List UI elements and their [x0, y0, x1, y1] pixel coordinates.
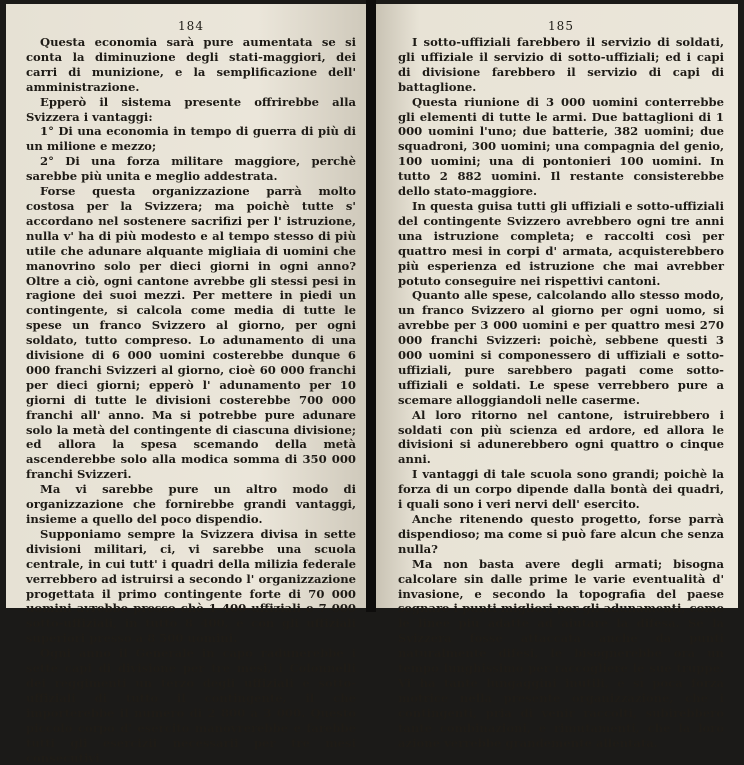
- paragraph: I vantaggi di tale scuola sono grandi; poichè la forza di un corpo dipende dalla bontà dei quadri, i quali sono i veri nervi dell' esercito.: [398, 467, 724, 512]
- right-page: [376, 4, 738, 750]
- page-number: 185: [548, 19, 574, 33]
- paragraph: Ogni anno il Generale in capo radunerebbe i sette capi di divisione per tre mesi, i Colonnelli dei reggimenti un terzo degli uffiziali e sotto-uffiziali di tutto il contingente, il che importerebbe il numero di 2 800 a 3 000. Questo piccolo corpo d' esercito manovrerebbe e farebbe tutti gli esercizii necessarii per tre mesi consecutivi.: [26, 646, 356, 765]
- paragraph: Quanto alle spese, calcolando allo stesso modo, un franco Svizzero al giorno per ogni uomo, si avrebbe per 3 000 uomini e per quattro mesi 270 000 franchi Svizzeri: poichè, sebbene questi 3 000 uomini si componessero di uffiziali e sotto-uffiziali, pure sarebbero pagati come sotto-uffiziali e soldati. Le spese verrebbero pure a scemare alloggiandoli nelle caserme.: [398, 288, 724, 407]
- paragraph: Questa riunione di 3 000 uomini conterrebbe gli elementi di tutte le armi. Due battaglioni di 1 000 uomini l'uno; due batterie, 382 uomini; due squadroni, 300 uomini; una compagnia del genio, 100 uomini; una di pontonieri 100 uomini. In tutto 2 882 uomini. Il restante consisterebbe dello stato-maggiore.: [398, 94, 724, 199]
- left-page: [6, 4, 366, 765]
- paragraph: Forse questa organizzazione parrà molto costosa per la Svizzera; ma poichè tutte s' accordano nel sostenere sacrifizi per l' istruzione, nulla v' ha di più modesto e al tempo stesso di più utile che adunare alquante migliaia di uomini che manovrino solo per dieci giorni in ogni anno? Oltre a ciò, ogni cantone avrebbe gli stessi pesi in ragione dei suoi mezzi. Per mettere in piedi un contingente, si calcola come media di tutte le spese un franco Svizzero al giorno, per ogni soldato, tutto compreso. Lo adunamento di una divisione di 6 000 uomini costerebbe dunque 6 000 franchi Svizzeri al giorno, cioè 60 000 franchi per dieci giorni; epperò l' adunamento per 10 giorni di tutte le divisioni costerebbe 700 000 franchi all' anno. Ma si potrebbe pure adunare solo la metà del contingente di ciascuna divisione; ed allora la spesa scemando della metà ascenderebbe solo alla modica somma di 350 000 franchi Svizzeri.: [26, 184, 356, 482]
- paragraph: Questa economia sarà pure aumentata se si conta la diminuzione degli stati-maggiori, dei carri di munizione, e la semplificazione dell' amministrazione.: [26, 35, 356, 94]
- paragraph: I sotto-uffiziali farebbero il servizio di soldati, gli uffiziale il servizio di sotto-uffiziali; ed i capi di divisione farebbero il servizio di capi di battaglione.: [398, 35, 724, 94]
- paragraph: Ma vi sarebbe pure un altro modo di organizzazione che fornirebbe grandi vantaggi, insieme a quello del poco dispendio.: [26, 482, 356, 526]
- paragraph: Supponiamo sempre la Svizzera divisa in sette divisioni militari, ci, vi sarebbe una scuola centrale, in cui tutt' i quadri della milizia federale verrebbero ad istruirsi a secondo l' organizzazione progettata il primo contingente forte di 70 000 uomini avrebbe presso chè 1 400 uffiziali e 7 000 sotto-uffiziali, in tutto 8 400, e con gli uffiziali superiori presso a 8 500 uomini.: [26, 526, 356, 646]
- paragraph: Al loro ritorno nel cantone, istruirebbero i soldati con più scienza ed ardore, ed allora le divisioni si adunerebbero ogni quattro o cinque anni.: [398, 407, 724, 467]
- paragraph: Epperò il sistema presente offrirebbe alla Svizzera i vantaggi:: [26, 94, 356, 124]
- paragraph: Anche ritenendo questo progetto, forse parrà dispendioso; ma come si può fare alcun che senza nulla?: [398, 512, 724, 556]
- book-gutter: [366, 0, 376, 612]
- paragraph: In questa guisa tutti gli uffiziali e sotto-uffiziali del contingente Svizzero avrebbero ogni tre anni una istruzione completa; e raccolti così per quattro mesi in corpi d' armata, acquisterebbero più esperienza ed istruzione che mai avrebber potuto conseguire nei rispettivi cantoni.: [398, 198, 724, 288]
- paragraph: Ma non basta avere degli armati; bisogna calcolare sin dalle prime le varie eventualità d' invasione, e secondo la topografia del paese segnare i punti migliori per gli adunamenti, come le linee più adatte ad aiutare la difesa. Se la Svizzera fosse attaccata anche da punti naturalmente difesi, le bisognerebbe ora un tempo lunghissimo per raccogliere le sue truppe. Vi ha tante lungaggini inutili, e sì poca forza motrice nella presente organizzazione, che i contingenti, pria di venir raccolti, subirebbero tante combinazioni, e rimutamenti, che la loro azione verrebbe grandemente allentata.: [398, 556, 724, 750]
- list-item: 2° Di una forza militare maggiore, perchè sarebbe più unita e meglio addestrata.: [26, 154, 356, 184]
- list-item: 1° Di una economia in tempo di guerra di più di un milione e mezzo;: [26, 124, 356, 154]
- page-number: 184: [178, 19, 204, 33]
